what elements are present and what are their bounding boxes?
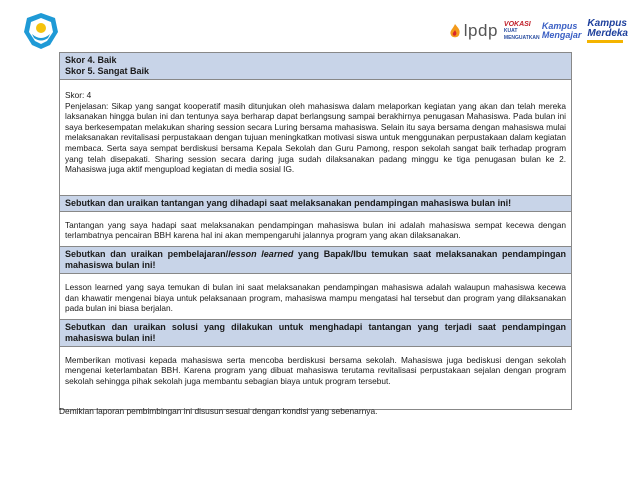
kampus-mengajar-line1: Kampus	[541, 21, 578, 31]
kampus-merdeka-underline	[587, 40, 623, 43]
lesson-question-italic: lesson learned	[228, 248, 294, 259]
partner-logos	[448, 16, 628, 46]
kampus-merdeka-line2: Merdeka	[587, 28, 628, 39]
challenge-answer: Tantangan yang saya hadapi saat melaksanakan pendampingan mahasiswa bulan ini adalah mahasiswa sempat kecewa dengan terlambatnya pencairan BBH karena hal ini akan mempengaruhi jalannya program yang akan dilaksanakan.	[60, 212, 571, 247]
score-header-line2: Skor 5. Sangat Baik	[65, 66, 150, 76]
kampus-mengajar-logo	[542, 22, 582, 40]
lesson-question-part2: yang Bapak/Ibu temukan saat melaksanakan pendampingan mahasiswa bulan ini!	[65, 248, 567, 270]
kampus-merdeka-logo	[587, 19, 628, 43]
solution-question: Sebutkan dan uraikan solusi yang dilakukan untuk menghadapi tantangan yang terjadi saat pendampingan mahasiswa bulan ini!	[60, 320, 571, 347]
tut-wuri-handayani-logo	[22, 12, 60, 50]
lesson-learned-question	[60, 247, 571, 274]
kampus-merdeka-line1: Kampus	[587, 18, 627, 29]
lesson-learned-answer: Lesson learned yang saya temukan di bulan ini saat melaksanakan pendampingan mahasiswa adalah walaupun mahasiswa kecewa dan khawatir mengenai biaya untuk pelaksanaan program, mahasiswa mampu mengatasi hal tersebut dan program yang dilaksanakan pada bulan ini biasa berjalan.	[60, 274, 571, 320]
score-header	[60, 53, 571, 80]
page-header	[0, 0, 638, 52]
challenge-question: Sebutkan dan uraikan tantangan yang dihadapi saat melaksanakan pendampingan mahasiswa bulan ini!	[60, 196, 571, 212]
score-header-line1: Skor 4. Baik	[65, 55, 117, 65]
vokasi-wordmark: VOKASI	[503, 20, 531, 28]
score-value: Skor: 4	[65, 90, 92, 100]
lpdp-flame-icon	[448, 23, 462, 39]
lpdp-logo	[448, 21, 498, 41]
report-table	[59, 52, 572, 410]
closing-statement: Demikian laporan pembimbingan ini disusun sesuai dengan kondisi yang sebenarnya.	[59, 406, 378, 416]
score-explanation: Penjelasan: Sikap yang sangat kooperatif masih ditunjukan oleh mahasiswa dalam melaporkan kegiatan yang akan dan telah mereka laksanakan hingga bulan ini dan tentunya saya berharap dapat berlangsung sampai berakhirnya penugasan Mahasiswa. Pada bulan ini saya berkesempatan melakukan sharing session secara Luring bersama mahasiswa. Selain itu saya bersama dengan mahasiswa mulai melaksanakan revitalisasi perpustakaan dengan tujuan meningkatkan motivasi siswa untuk menggunakan perpustakaan dalam kegiatan membaca. Serta saya sempat berdiskusi bersama Kepala Sekolah dan Guru Pamong, respon sekolah sangat baik terhadap program yang telah disepakati. Sharing session secara daring juga sudah dilaksanakan padang minggu ke tiga penugasan bulan ke 2. Mahasiswa juga aktif mengupload kegiatan di media sosial IG.	[65, 100, 566, 175]
vokasi-logo	[503, 20, 540, 42]
score-cell	[60, 80, 571, 196]
solution-answer: Memberikan motivasi kepada mahasiswa serta mencoba berdiskusi bersama sekolah. Mahasiswa juga bediskusi dengan sekolah mengenai keterlambatan BBH. Karena program yang dibuat mahasiswa terutama revitalisasi perpustakaan sejalan dengan program sekolah sehingga pihak sekolah juga membantu sebagian biaya untuk program tersebut.	[65, 354, 566, 386]
kampus-mengajar-line2: Mengajar	[541, 30, 582, 40]
lpdp-wordmark: lpdp	[463, 21, 498, 40]
vokasi-tagline: KUAT MENGUATKAN	[503, 27, 540, 41]
lesson-question-part1: Sebutkan dan uraikan pembelajaran/	[65, 248, 229, 259]
